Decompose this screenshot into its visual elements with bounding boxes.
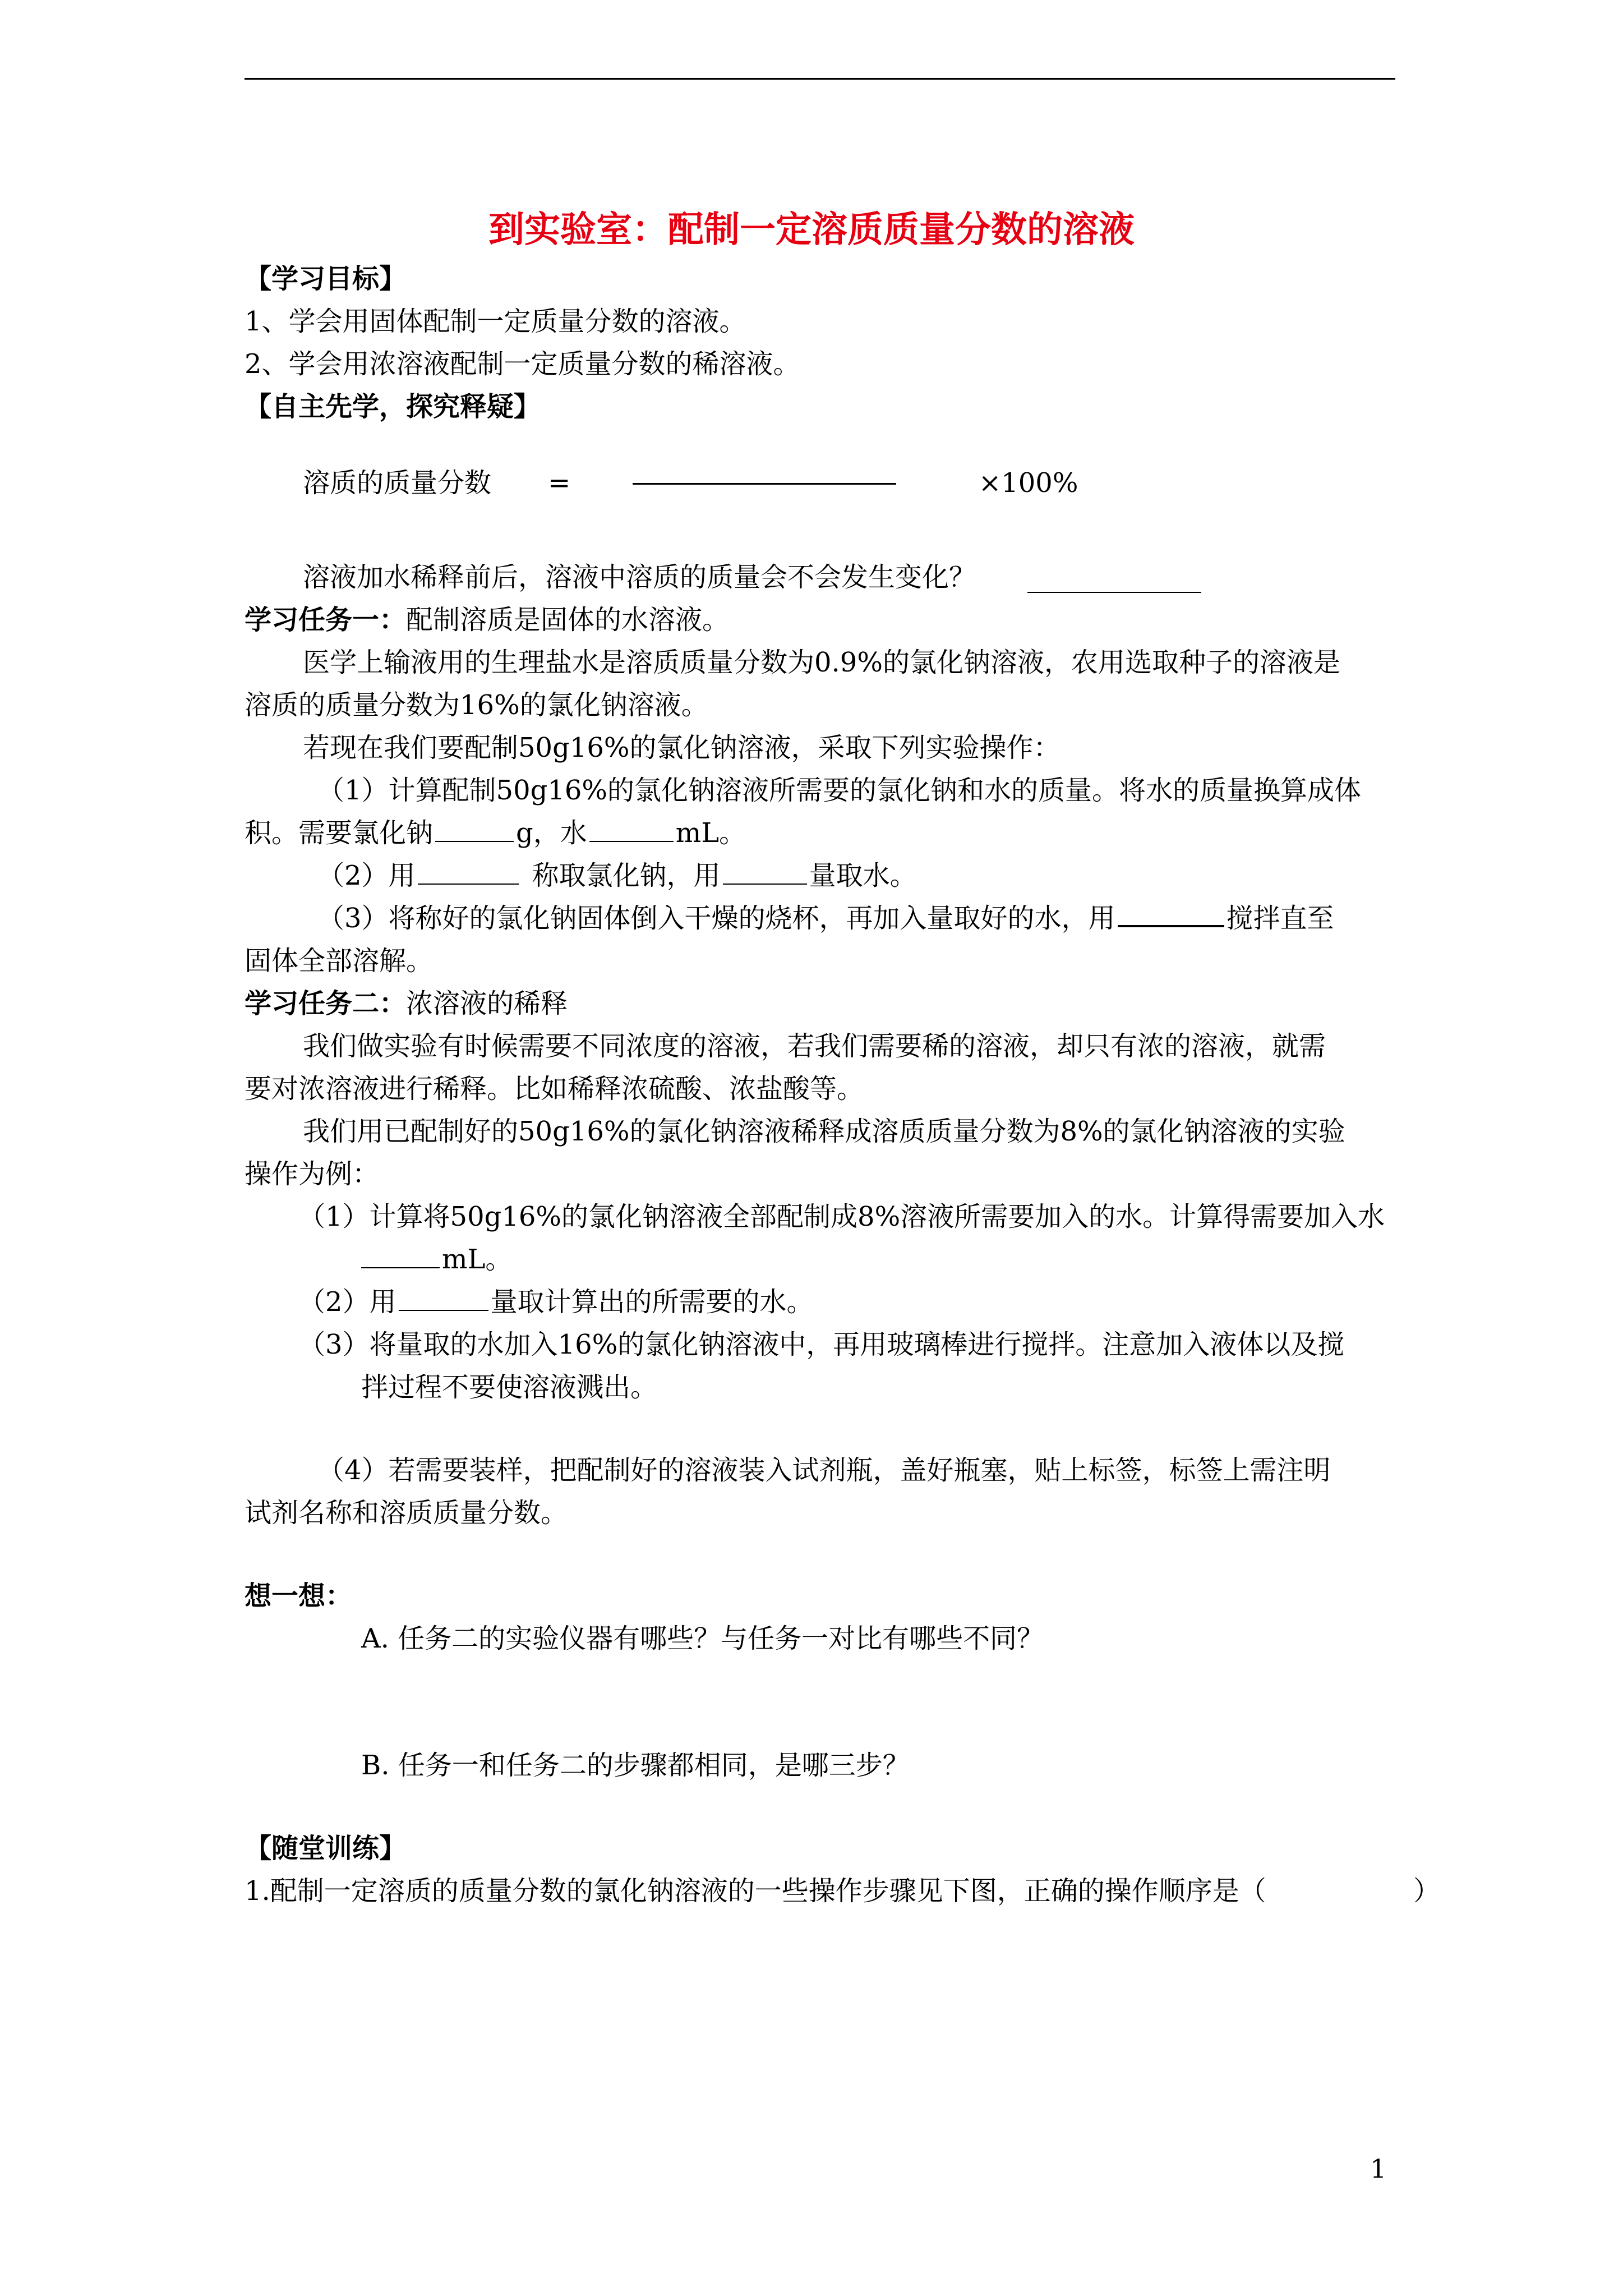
task1-heading: 学习任务一： bbox=[245, 604, 407, 636]
task2-heading-line bbox=[245, 983, 568, 1024]
task1-step3-pre: （3）将称好的氯化钠固体倒入干燥的烧杯，再加入量取好的水，用 bbox=[317, 903, 1115, 934]
task2-intro-2: 要对浓溶液进行稀释。比如稀释浓硫酸、浓盐酸等。 bbox=[245, 1073, 864, 1105]
task1-step2 bbox=[317, 855, 917, 896]
task1-step2-mid: 称取氯化钠，用 bbox=[532, 860, 721, 891]
water-volume-blank[interactable] bbox=[589, 818, 674, 842]
page-title: 到实验室：配制一定溶质质量分数的溶液 bbox=[488, 209, 1135, 251]
task2-step3-b: 拌过程不要使溶液溅出。 bbox=[361, 1372, 658, 1403]
header-rule bbox=[245, 78, 1395, 80]
task1-step1-b-post: mL。 bbox=[675, 817, 746, 849]
formula-equals: = bbox=[548, 467, 571, 499]
task1-step3-post: 搅拌直至 bbox=[1226, 903, 1334, 934]
task1-step3 bbox=[317, 898, 1334, 939]
task2-step4-b: 试剂名称和溶质质量分数。 bbox=[245, 1497, 568, 1529]
think-question-b: B. 任务一和任务二的步骤都相同，是哪三步？ bbox=[361, 1750, 910, 1781]
dilution-question: 溶液加水稀释前后，溶液中溶质的质量会不会发生变化？ bbox=[303, 562, 976, 593]
task1-step1-b bbox=[245, 812, 746, 854]
task1-step3-b: 固体全部溶解。 bbox=[245, 945, 434, 977]
think-heading: 想一想： bbox=[245, 1580, 353, 1612]
task1-heading-rest: 配制溶质是固体的水溶液。 bbox=[406, 604, 730, 636]
formula-percent: ×100% bbox=[979, 467, 1078, 499]
task1-step1-b-mid: g，水 bbox=[516, 817, 587, 849]
goal-item-1: 1、学会用固体配制一定质量分数的溶液。 bbox=[245, 306, 746, 337]
practice-heading: 【随堂训练】 bbox=[245, 1833, 407, 1864]
task2-example-1: 我们用已配制好的50g16%的氯化钠溶液稀释成溶质质量分数为8%的氯化钠溶液的实验 bbox=[303, 1116, 1345, 1147]
formula-label: 溶质的质量分数 bbox=[303, 467, 492, 499]
task1-step2-post: 量取水。 bbox=[809, 860, 917, 891]
task1-step2-pre: （2）用 bbox=[317, 860, 416, 891]
goal-item-2: 2、学会用浓溶液配制一定质量分数的稀溶液。 bbox=[245, 348, 800, 380]
task2-example-2: 操作为例： bbox=[245, 1158, 380, 1190]
task2-intro-1: 我们做实验有时候需要不同浓度的溶液，若我们需要稀的溶液，却只有浓的溶液，就需 bbox=[303, 1030, 1326, 1062]
dilution-answer-blank bbox=[1027, 592, 1201, 593]
added-water-volume-blank[interactable] bbox=[361, 1245, 440, 1268]
task2-step4-a: （4）若需要装样，把配制好的溶液装入试剂瓶，盖好瓶塞，贴上标签，标签上需注明 bbox=[317, 1455, 1331, 1486]
task2-heading: 学习任务二： bbox=[245, 988, 407, 1019]
task2-step1-a: （1）计算将50g16%的氯化钠溶液全部配制成8%溶液所需要加入的水。计算得需要加入水 bbox=[298, 1201, 1385, 1232]
sodium-chloride-mass-blank[interactable] bbox=[435, 818, 514, 842]
task2-step2-pre: （2）用 bbox=[298, 1286, 396, 1318]
task1-heading-line bbox=[245, 599, 729, 641]
task2-step1-b-post: mL。 bbox=[442, 1244, 513, 1275]
task2-step1-b bbox=[361, 1239, 512, 1280]
stirring-tool-blank[interactable] bbox=[1118, 903, 1224, 927]
task2-measuring-instrument-blank[interactable] bbox=[399, 1287, 488, 1311]
task2-step3-a: （3）将量取的水加入16%的氯化钠溶液中，再用玻璃棒进行搅拌。注意加入液体以及搅 bbox=[298, 1329, 1345, 1360]
formula-fraction-line bbox=[633, 483, 896, 485]
task1-step1-b-pre: 积。需要氯化钠 bbox=[245, 817, 434, 849]
task1-step1-a: （1）计算配制50g16%的氯化钠溶液所需要的氯化钠和水的质量。将水的质量换算成体 bbox=[317, 775, 1362, 806]
task2-step2-post: 量取计算出的所需要的水。 bbox=[490, 1286, 814, 1318]
task1-setup: 若现在我们要配制50g16%的氯化钠溶液，采取下列实验操作： bbox=[303, 732, 1061, 763]
goals-heading: 【学习目标】 bbox=[245, 263, 407, 295]
page-number: 1 bbox=[1370, 2154, 1387, 2184]
task1-intro-2: 溶质的质量分数为16%的氯化钠溶液。 bbox=[245, 689, 708, 721]
practice-question-1-close: ） bbox=[1413, 1875, 1441, 1907]
preview-heading: 【自主先学，探究释疑】 bbox=[245, 391, 541, 422]
weighing-instrument-blank[interactable] bbox=[418, 861, 519, 885]
task2-step2 bbox=[298, 1281, 814, 1323]
think-question-a: A. 任务二的实验仪器有哪些？与任务一对比有哪些不同？ bbox=[361, 1623, 1044, 1654]
measuring-instrument-blank[interactable] bbox=[723, 861, 807, 885]
practice-question-1: 1.配制一定溶质的质量分数的氯化钠溶液的一些操作步骤见下图，正确的操作顺序是（ bbox=[245, 1875, 1266, 1907]
task2-heading-rest: 浓溶液的稀释 bbox=[406, 988, 568, 1019]
task1-intro-1: 医学上输液用的生理盐水是溶质质量分数为0.9%的氯化钠溶液，农用选取种子的溶液是 bbox=[303, 647, 1340, 678]
